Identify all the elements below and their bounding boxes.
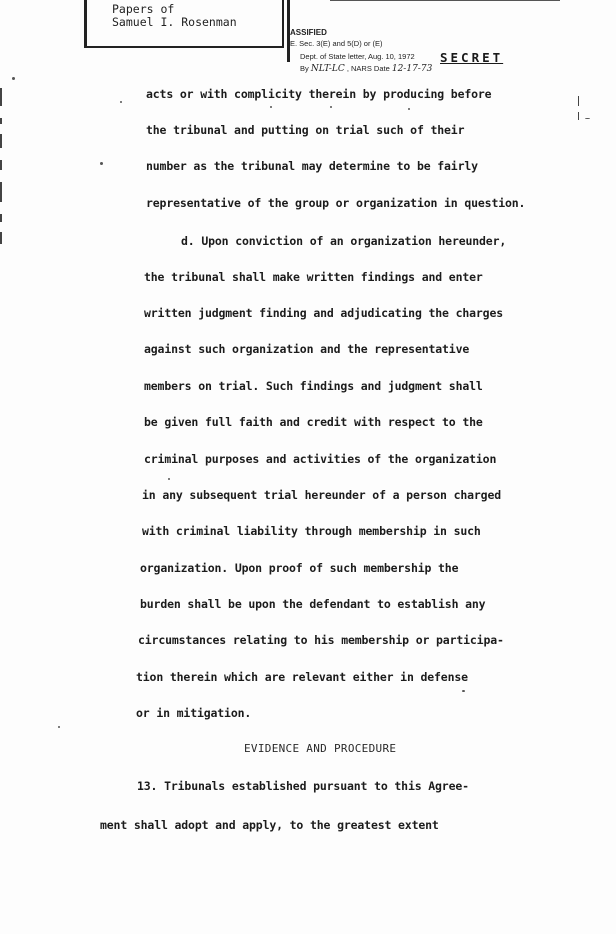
scan-speck bbox=[330, 106, 332, 108]
body-line: d. Upon conviction of an organization hereunder, bbox=[181, 234, 507, 248]
declass-letter-ref: Dept. of State letter, Aug. 10, 1972 bbox=[300, 52, 415, 61]
body-line: the tribunal and putting on trial such of their bbox=[146, 123, 465, 137]
declass-by-prefix: By bbox=[300, 64, 309, 73]
scan-speck bbox=[462, 690, 465, 692]
scan-speck bbox=[168, 478, 170, 480]
scan-speck bbox=[12, 77, 15, 80]
archive-label-line-1: Papers of bbox=[112, 2, 175, 16]
section-line: 13. Tribunals established pursuant to this Agree- bbox=[137, 779, 469, 793]
body-line: acts or with complicity therein by producing before bbox=[146, 87, 492, 101]
scan-speck bbox=[58, 726, 60, 728]
section-heading: EVIDENCE AND PROCEDURE bbox=[244, 742, 397, 755]
body-line: be given full faith and credit with respect to the bbox=[144, 415, 483, 429]
body-line: organization. Upon proof of such membership the bbox=[140, 561, 459, 575]
body-line: tion therein which are relevant either in defense bbox=[136, 670, 468, 684]
classification-mark: SECRET bbox=[440, 50, 504, 65]
margin-mark bbox=[0, 160, 2, 170]
body-line: representative of the group or organization in question. bbox=[146, 196, 526, 210]
declass-initials: NLT-LC bbox=[310, 64, 345, 74]
scan-speck bbox=[120, 101, 122, 103]
declass-date-label: , NARS Date bbox=[346, 64, 390, 73]
body-line: criminal purposes and activities of the organization bbox=[144, 452, 497, 466]
declass-by-line bbox=[300, 64, 432, 74]
margin-mark bbox=[0, 214, 2, 222]
margin-mark bbox=[0, 182, 2, 202]
body-line: written judgment finding and adjudicating the charges bbox=[144, 306, 504, 320]
margin-mark bbox=[0, 232, 2, 244]
margin-mark bbox=[578, 112, 579, 120]
margin-mark bbox=[0, 134, 2, 148]
body-line: against such organization and the representative bbox=[144, 342, 470, 356]
declassified-stamp: ASSIFIED bbox=[290, 28, 327, 37]
body-line: number as the tribunal may determine to be fairly bbox=[146, 159, 478, 173]
margin-mark bbox=[578, 96, 579, 106]
margin-mark bbox=[0, 118, 2, 124]
body-line: the tribunal shall make written findings and enter bbox=[144, 270, 483, 284]
top-rule bbox=[330, 0, 560, 1]
margin-mark bbox=[0, 88, 2, 106]
body-line: circumstances relating to his membership or participa- bbox=[138, 633, 504, 647]
declass-date: 12-17-73 bbox=[391, 64, 433, 74]
declass-authority: E. Sec. 3(E) and 5(D) or (E) bbox=[290, 39, 383, 48]
body-line: or in mitigation. bbox=[136, 706, 252, 720]
scan-speck bbox=[408, 108, 410, 110]
scan-speck bbox=[270, 106, 272, 108]
archive-label-line-2: Samuel I. Rosenman bbox=[112, 15, 237, 29]
section-line: ment shall adopt and apply, to the greatest extent bbox=[100, 818, 439, 832]
body-line: in any subsequent trial hereunder of a person charged bbox=[142, 488, 502, 502]
scan-speck bbox=[585, 118, 590, 119]
body-line: with criminal liability through membership in such bbox=[142, 524, 481, 538]
body-line: burden shall be upon the defendant to establish any bbox=[140, 597, 486, 611]
scan-speck bbox=[100, 162, 103, 165]
body-line: members on trial. Such findings and judgment shall bbox=[144, 379, 483, 393]
